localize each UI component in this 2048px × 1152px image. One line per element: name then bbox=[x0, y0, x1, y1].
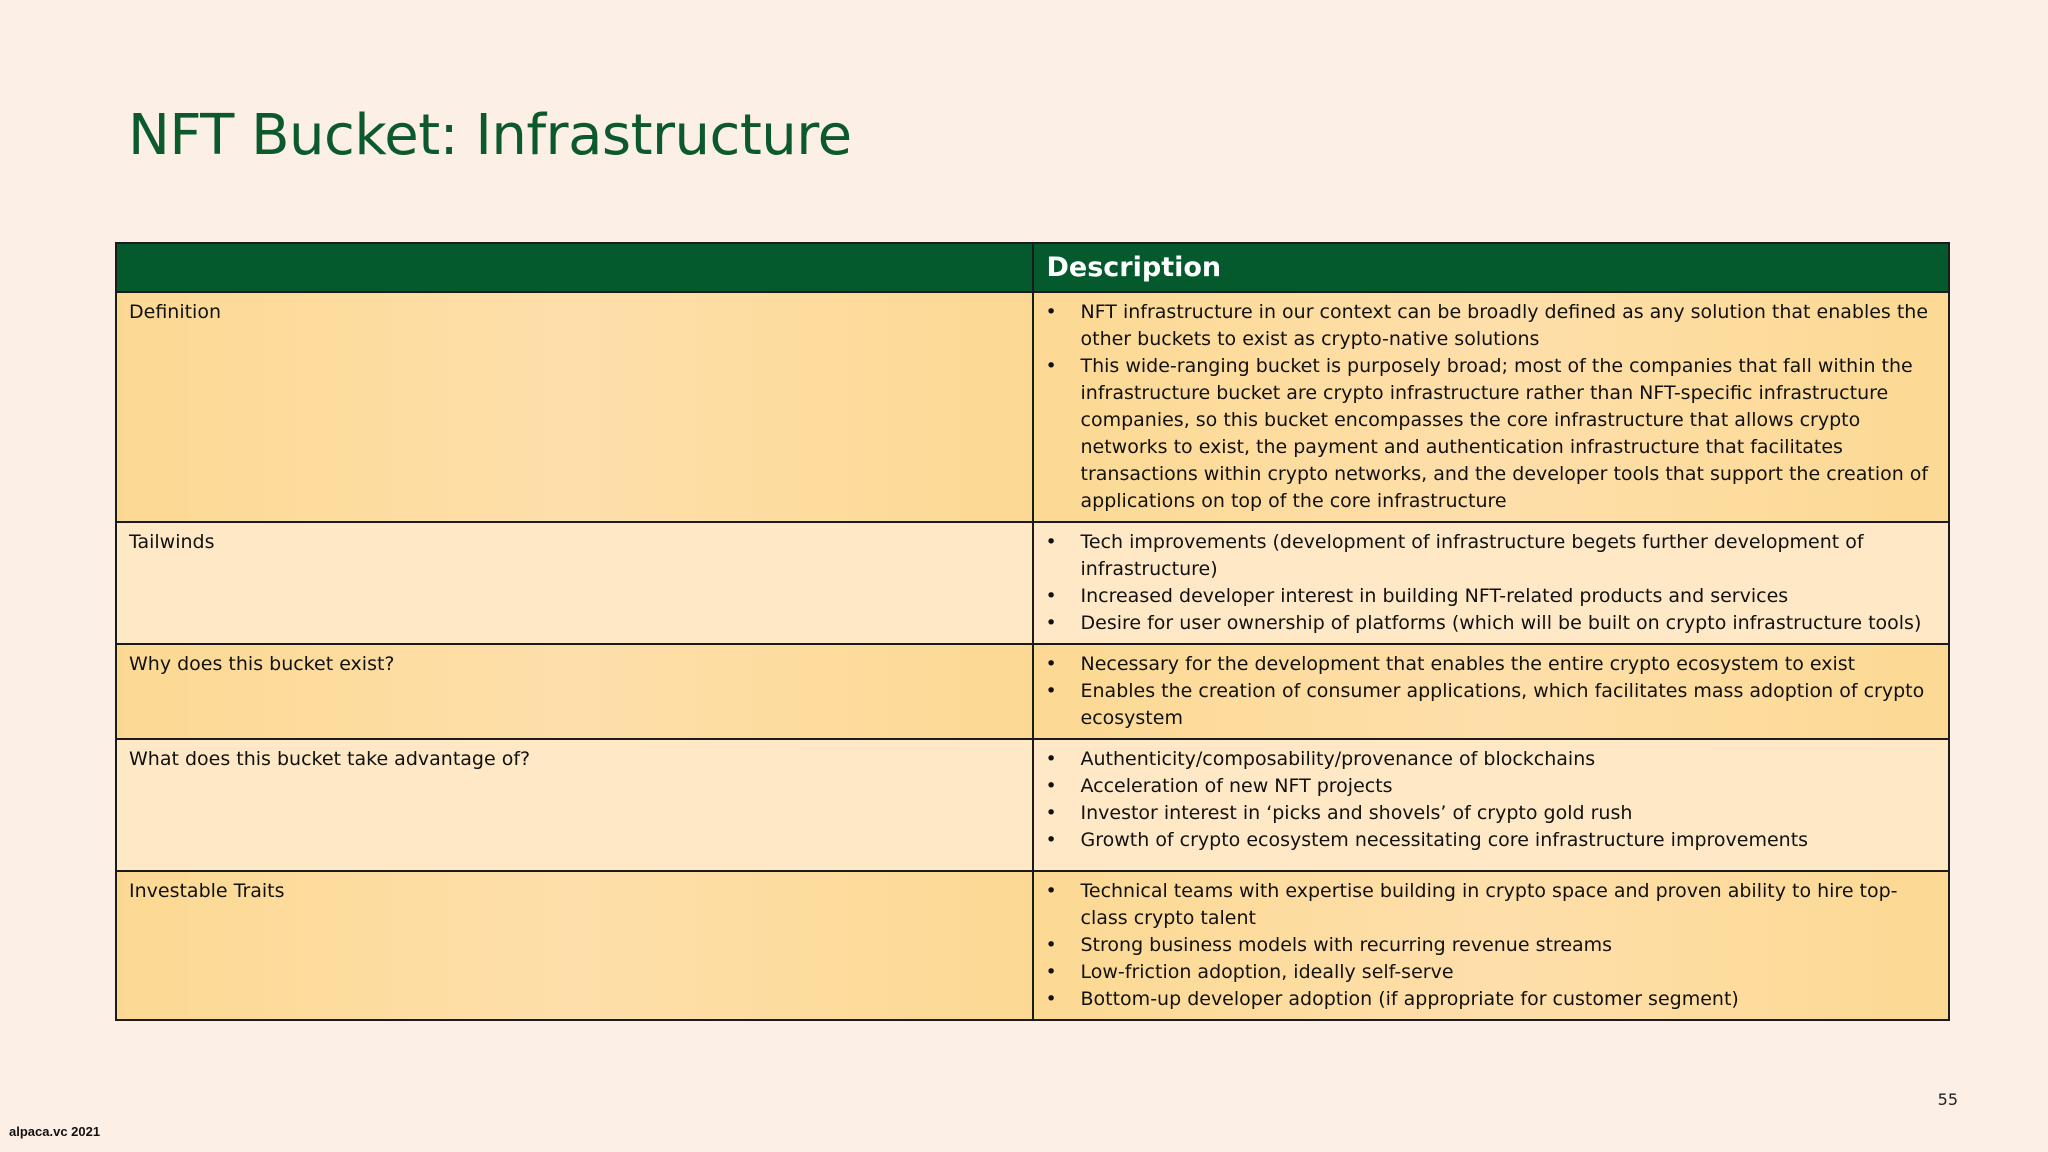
bullet-dot: • bbox=[1045, 880, 1057, 902]
bullet-text: Increased developer interest in building NFT-related products and services bbox=[1080, 585, 1789, 607]
bullet-item bbox=[1046, 299, 1937, 353]
table-row-tailwinds bbox=[116, 522, 1949, 644]
bullet-item bbox=[1046, 932, 1937, 959]
bullet-item bbox=[1046, 827, 1937, 854]
bullet-list bbox=[1046, 299, 1937, 515]
bullet-list bbox=[1046, 651, 1937, 732]
bullet-item bbox=[1046, 583, 1937, 610]
footer-brand: alpaca.vc 2021 bbox=[9, 1124, 101, 1139]
bullet-list bbox=[1046, 746, 1937, 854]
bullet-text: NFT infrastructure in our context can be broadly defined as any solution that enables the other buckets to exist as crypto-native solutions bbox=[1080, 301, 1929, 350]
table-row-investable-traits bbox=[116, 871, 1949, 1020]
table-header-row bbox=[116, 243, 1949, 292]
bullet-dot: • bbox=[1045, 988, 1057, 1010]
bullet-item bbox=[1046, 878, 1937, 932]
row-description bbox=[1033, 292, 1950, 522]
bullet-text: Bottom-up developer adoption (if appropriate for customer segment) bbox=[1080, 988, 1739, 1010]
page-number: 55 bbox=[1937, 1090, 1958, 1109]
header-description-column: Description bbox=[1033, 243, 1950, 292]
slide-title: NFT Bucket: Infrastructure bbox=[128, 103, 852, 168]
row-label: Tailwinds bbox=[116, 522, 1033, 644]
bullet-item bbox=[1046, 529, 1937, 583]
table-row-why-exist bbox=[116, 644, 1949, 739]
bullet-text: Technical teams with expertise building in crypto space and proven ability to hire top-class crypto talent bbox=[1080, 880, 1898, 929]
bullet-dot: • bbox=[1045, 748, 1057, 770]
row-description bbox=[1033, 871, 1950, 1020]
bullet-item bbox=[1046, 353, 1937, 515]
row-description bbox=[1033, 644, 1950, 739]
bullet-item bbox=[1046, 773, 1937, 800]
bullet-dot: • bbox=[1045, 301, 1057, 323]
bullet-dot: • bbox=[1045, 531, 1057, 553]
bullet-dot: • bbox=[1045, 775, 1057, 797]
bullet-dot: • bbox=[1045, 612, 1057, 634]
bullet-text: Desire for user ownership of platforms (which will be built on crypto infrastructure tools) bbox=[1080, 612, 1922, 634]
header-label-column bbox=[116, 243, 1033, 292]
bullet-item bbox=[1046, 651, 1937, 678]
bullet-dot: • bbox=[1045, 355, 1057, 377]
table-row-definition bbox=[116, 292, 1949, 522]
bullet-text: Enables the creation of consumer applications, which facilitates mass adoption of crypto ecosystem bbox=[1080, 680, 1925, 729]
bullet-text: Growth of crypto ecosystem necessitating core infrastructure improvements bbox=[1080, 829, 1809, 851]
row-label: Investable Traits bbox=[116, 871, 1033, 1020]
bullet-item bbox=[1046, 746, 1937, 773]
bucket-table-container bbox=[115, 242, 1950, 1021]
bullet-text: Investor interest in ‘picks and shovels’ of crypto gold rush bbox=[1080, 802, 1633, 824]
row-label: Why does this bucket exist? bbox=[116, 644, 1033, 739]
bullet-text: Necessary for the development that enables the entire crypto ecosystem to exist bbox=[1080, 653, 1856, 675]
bullet-text: Low-friction adoption, ideally self-serve bbox=[1080, 961, 1454, 983]
bullet-dot: • bbox=[1045, 961, 1057, 983]
bullet-item bbox=[1046, 678, 1937, 732]
bucket-table bbox=[115, 242, 1950, 1021]
bullet-text: Tech improvements (development of infrastructure begets further development of infrastructure) bbox=[1080, 531, 1864, 580]
bullet-item bbox=[1046, 959, 1937, 986]
row-label: Definition bbox=[116, 292, 1033, 522]
bullet-item bbox=[1046, 610, 1937, 637]
bullet-text: Strong business models with recurring revenue streams bbox=[1080, 934, 1613, 956]
bullet-item bbox=[1046, 986, 1937, 1013]
bullet-dot: • bbox=[1045, 585, 1057, 607]
bullet-dot: • bbox=[1045, 829, 1057, 851]
bullet-text: This wide-ranging bucket is purposely broad; most of the companies that fall within the infrastructure bucket are crypto infrastructure rather than NFT-specific infrastructure companies, so this bucket encompasses the core infrastructure that allows crypto networks to exist, the payment and authentication infrastructure that facilitates transactions within crypto networks, and the developer tools that support the creation of applications on top of the core infrastructure bbox=[1080, 355, 1929, 512]
bullet-text: Authenticity/composability/provenance of blockchains bbox=[1080, 748, 1596, 770]
row-description bbox=[1033, 739, 1950, 871]
bullet-dot: • bbox=[1045, 802, 1057, 824]
row-description bbox=[1033, 522, 1950, 644]
table-row-advantage bbox=[116, 739, 1949, 871]
bullet-list bbox=[1046, 878, 1937, 1013]
bullet-item bbox=[1046, 800, 1937, 827]
bullet-dot: • bbox=[1045, 680, 1057, 702]
bullet-dot: • bbox=[1045, 653, 1057, 675]
bullet-list bbox=[1046, 529, 1937, 637]
row-label: What does this bucket take advantage of? bbox=[116, 739, 1033, 871]
bullet-dot: • bbox=[1045, 934, 1057, 956]
bullet-text: Acceleration of new NFT projects bbox=[1080, 775, 1393, 797]
